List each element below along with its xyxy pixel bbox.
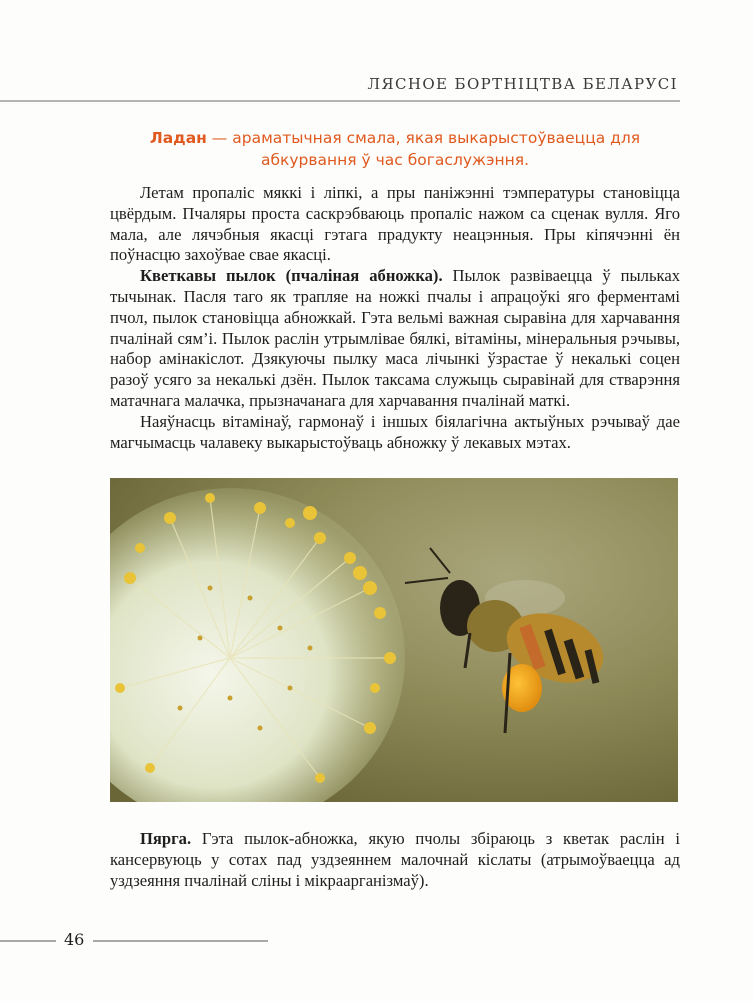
paragraph-perga (110, 829, 680, 891)
bee-and-catkin-illustration (110, 478, 678, 802)
paragraph-propolis (110, 183, 680, 266)
paragraph-text: Наяўнасць вітамінаў, гармонаў і іншых біялагічна актыўных рэчываў дае магчымасць чалавеку выкарыстоўваць абножку ў лекавых мэтах. (110, 411, 680, 452)
running-title: ЛЯСНОЕ БОРТНІЦТВА БЕЛАРУСІ (367, 75, 678, 93)
running-header (0, 70, 680, 102)
paragraph-text: Летам пропаліс мяккі і ліпкі, а пры паніжэнні тэмпературы становіцца цвёрдым. Пчаляры проста саскрэбваюць пропаліс нажом са сценак вулля. Яго мала, але лячэбныя якасці гэтага прадукту неацэнныя. Пры кіпячэнні ён поўнасцю захоўвае свае якасці. (110, 183, 680, 265)
paragraph-lead: Кветкавы пылок (пчаліная абножка). (140, 266, 443, 286)
paragraph-vitamins (110, 412, 680, 454)
callout-definition: — араматычная смала, якая выкарыстоўваецца для абкурвання ў час богаслужэння. (206, 129, 641, 169)
footer-rule-right (93, 940, 268, 942)
paragraph-text: Пылок развіваецца ў пыльках тычынак. Пасля таго як трапляе на ножкі пчалы і апрацоўкі яго ферментамі пчол, пылок становіцца абножкай. Гэта вельмі важная сыравіна для харчавання пчалінай сям’і. Пылок раслін утрымлівае бялкі, вітаміны, мінеральныя рэчывы, набор амінакіслот. Дзякуючы пылку маса лічынкі ўзрастае ў некалькі соцен разоў усяго за некалькі дзён. Пылок таксама служыць сыравінай для стварэння матачнага малачка, прызначанага для харчавання пчалінай маткі. (110, 266, 680, 410)
bee-photo (110, 478, 678, 802)
footer-rule-left (0, 940, 56, 942)
bottom-text (110, 829, 680, 891)
main-text (110, 183, 680, 453)
paragraph-lead: Пярга. (140, 829, 192, 848)
paragraph-text: Гэта пылок-абножка, якую пчолы збіраюць з кветак раслін і кансервуюць у сотах пад уздзеяннем малочнай кіслаты (атрымоўваецца ад уздзеяння пчалінай сліны і мікраарганізмаў). (110, 829, 680, 890)
definition-callout (110, 127, 680, 171)
page-number: 46 (64, 930, 85, 949)
callout-term: Ладан (149, 129, 207, 147)
paragraph-pollen (110, 266, 680, 412)
